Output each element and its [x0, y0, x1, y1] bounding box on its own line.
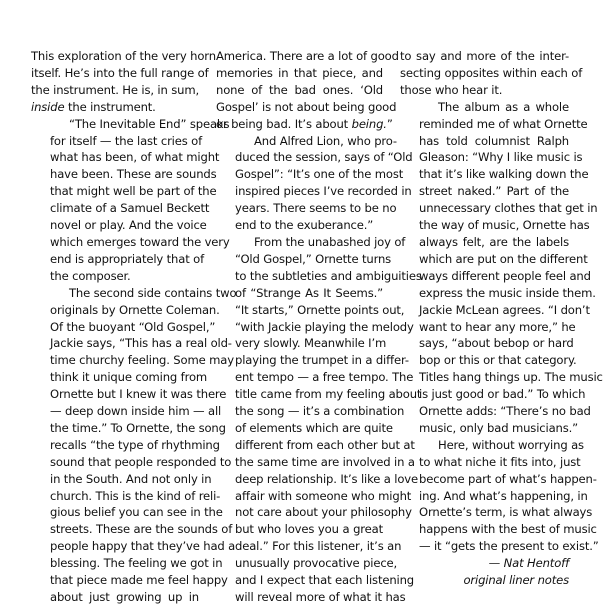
text-line — [216, 116, 393, 133]
text-line: Of the buoyant “Old Gospel,” — [50, 319, 216, 334]
text-line: America. There are a lot of good — [216, 49, 399, 63]
text-line: which emerges toward the very — [50, 234, 230, 249]
text-line: “Old Gospel,” Ornette turns — [235, 251, 392, 266]
text-line: which are put on the different — [419, 251, 588, 266]
text-line: is just good or bad.” To which — [419, 387, 586, 402]
text-line: Jackie McLean agrees. “I don’t — [419, 302, 590, 317]
text-line: ways different people feel and — [419, 268, 591, 283]
text-line: blessing. The feeling we got in — [50, 556, 223, 571]
text-line: the way of music, Ornette has — [419, 218, 590, 233]
text-line: itself. He’s into the full range of — [31, 65, 209, 80]
text-line: that it’s like walking down the — [419, 167, 589, 182]
credit-author: — Nat Hentoff — [488, 556, 569, 571]
text-line: for itself — the last cries of — [50, 133, 203, 148]
text-line: playing the trumpet in a differ- — [235, 353, 409, 368]
text-line: — deep down inside him — all — [50, 404, 222, 419]
text-fragment: or being bad. It’s about — [216, 116, 352, 131]
text-line: end to the exuberance.” — [235, 218, 374, 233]
credit-source: original liner notes — [463, 573, 569, 588]
text-line: but who loves you a great — [235, 522, 383, 537]
text-line: Gospel’ is not about being good — [216, 99, 397, 114]
text-line: and I expect that each listening — [235, 573, 415, 588]
text-column-1 — [31, 48, 237, 606]
text-line: streets. These are the sounds of — [50, 522, 233, 537]
emphasis-text: being. — [351, 116, 387, 131]
paragraph — [216, 133, 413, 234]
text-line: what has been, of what might — [50, 150, 220, 165]
text-line: unnecessary clothes that get in — [419, 201, 598, 216]
text-line: always felt, are the labels — [419, 234, 569, 249]
text-line: bop or this or that category. — [419, 353, 577, 368]
paragraph — [216, 234, 422, 606]
text-line: has told columnist Ralph — [419, 133, 569, 148]
text-line: This exploration of the very horn — [31, 49, 216, 63]
text-line: sound that people responded to — [50, 454, 232, 469]
text-line: The album as a whole — [438, 99, 569, 114]
text-line: express the music inside them. — [419, 285, 596, 300]
text-line: people happy that they’ve had a — [50, 539, 236, 554]
text-line: — it “gets the present to exist.” — [419, 539, 599, 554]
text-line: the composer. — [50, 268, 131, 283]
text-line: the same time are involved in a — [235, 454, 415, 469]
text-line: title came from my feeling about — [235, 387, 422, 402]
text-line: want to hear any more,” he — [419, 319, 576, 334]
text-line: unusually provocative piece, — [235, 556, 398, 571]
text-line: secting opposites within each of — [400, 65, 583, 80]
text-line: And Alfred Lion, who pro- — [254, 133, 397, 148]
text-line: very slowly. Meanwhile I’m — [235, 336, 387, 351]
text-column-3 — [400, 48, 603, 589]
paragraph — [31, 285, 237, 606]
paragraph — [31, 48, 216, 116]
text-line: “It starts,” Ornette points out, — [235, 302, 405, 317]
text-line: years. There seems to be no — [235, 201, 397, 216]
text-line: says, “about bebop or hard — [419, 336, 574, 351]
text-fragment: the instrument. — [64, 99, 156, 114]
text-line: those who hear it. — [400, 82, 503, 97]
text-line: Gleason: “Why I like music is — [419, 150, 583, 165]
text-line: deep relationship. It’s like a love — [235, 471, 418, 486]
text-line: that might well be part of the — [50, 184, 217, 199]
text-line: to the subtleties and ambiguities — [235, 268, 422, 283]
text-line: think it unique coming from — [50, 370, 208, 385]
text-line: different from each other but at — [235, 437, 415, 452]
text-line: Jackie says, “This has a real old- — [50, 336, 232, 351]
text-line: From the unabashed joy of — [254, 234, 406, 249]
text-line: Ornette but I knew it was there — [50, 387, 227, 402]
text-line: ing. And what’s happening, in — [419, 488, 588, 503]
text-line: none of the bad ones. ‘Old — [216, 82, 383, 97]
text-line: The second side contains two — [69, 285, 237, 300]
text-line: climate of a Samuel Beckett — [50, 201, 210, 216]
text-line: the instrument. He is, in sum, — [31, 82, 199, 97]
text-line: become part of what’s happen- — [419, 471, 597, 486]
paragraph — [400, 437, 599, 555]
text-line: church. This is the kind of reli- — [50, 488, 221, 503]
paragraph — [31, 116, 230, 285]
paragraph — [400, 48, 583, 99]
text-line: reminded me of what Ornette — [419, 116, 588, 131]
emphasis-text: inside — [31, 99, 65, 114]
text-line: Ornette adds: “There’s no bad — [419, 404, 591, 419]
text-line — [31, 99, 199, 116]
text-line: to what niche it fits into, just — [419, 454, 581, 469]
text-line: Here, without worrying as — [438, 437, 584, 452]
text-line: recalls “the type of rhythming — [50, 437, 220, 452]
text-line: that piece made me feel happy — [50, 573, 228, 588]
text-line: Ornette’s term, is what always — [419, 505, 593, 520]
text-line: Gospel”: “It’s one of the most — [235, 167, 404, 182]
text-line: music, only bad musicians.” — [419, 420, 578, 435]
text-line: ent tempo — a free tempo. The — [235, 370, 414, 385]
text-line: will reveal more of what it has — [235, 590, 406, 604]
text-line: affair with someone who might — [235, 488, 412, 503]
text-line: “The Inevitable End” speaks — [69, 116, 230, 131]
text-line: in the South. And not only in — [50, 471, 212, 486]
text-line: street naked.” Part of the — [419, 184, 569, 199]
text-line: not care about your philosophy — [235, 505, 412, 520]
text-line: to say and more of the inter- — [400, 49, 569, 63]
text-line: the time.” To Ornette, the song — [50, 420, 226, 435]
paragraph — [400, 99, 603, 437]
text-line: Titles hang things up. The music — [419, 370, 603, 385]
text-line: happens with the best of music — [419, 522, 597, 537]
text-line: about just growing up in — [50, 590, 199, 604]
text-line: of elements which are quite — [235, 420, 393, 435]
paragraph — [216, 48, 399, 133]
text-fragment: ” — [386, 116, 393, 131]
text-line: originals by Ornette Coleman. — [50, 302, 220, 317]
text-line: deal.” For this listener, it’s an — [235, 539, 402, 554]
text-line: have been. These are sounds — [50, 167, 217, 182]
text-line: time churchy feeling. Some may — [50, 353, 234, 368]
text-line: inspired pieces I’ve recorded in — [235, 184, 412, 199]
text-line: memories in that piece, and — [216, 65, 383, 80]
text-line: the song — it’s a combination — [235, 404, 405, 419]
text-line: novel or play. And the voice — [50, 218, 207, 233]
text-line: end is appropriately that of — [50, 251, 205, 266]
text-line: gious belief you can see in the — [50, 505, 223, 520]
text-column-2 — [216, 48, 422, 606]
text-line: “with Jackie playing the melody — [235, 319, 414, 334]
text-line: of “Strange As It Seems.” — [235, 285, 383, 300]
text-line: duced the session, says of “Old — [235, 150, 413, 165]
